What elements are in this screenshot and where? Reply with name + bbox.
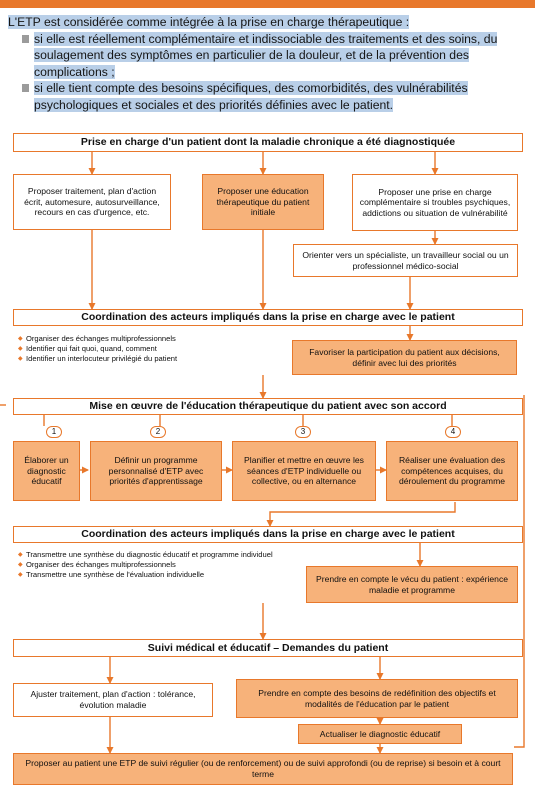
- step-number-4: 4: [445, 426, 461, 438]
- header-mise-en-oeuvre: Mise en œuvre de l'éducation thérapeutique du patient avec son accord: [13, 398, 523, 415]
- list-item: ◆ Organiser des échanges multiprofessionnels: [18, 334, 268, 344]
- box-proposer-etp-suivi: Proposer au patient une ETP de suivi régulier (ou de renforcement) ou de suivi approfondi (ou de reprise) si besoin et à court terme: [13, 753, 513, 785]
- box-actualiser-diagnostic: Actualiser le diagnostic éducatif: [298, 724, 462, 744]
- step-number-3: 3: [295, 426, 311, 438]
- step-box-4: Réaliser une évaluation des compétences acquises, du déroulement du programme: [386, 441, 518, 501]
- header-coordination-2: Coordination des acteurs impliqués dans la prise en charge avec le patient: [13, 526, 523, 543]
- list-item: ◆ Organiser des échanges multiprofessionnels: [18, 560, 293, 570]
- header-coordination-1: Coordination des acteurs impliqués dans la prise en charge avec le patient: [13, 309, 523, 326]
- step-number-1: 1: [46, 426, 62, 438]
- step-number-2: 2: [150, 426, 166, 438]
- intro-bullet: si elle tient compte des besoins spécifiques, des comorbidités, des vulnérabilités psychologiques et sociales et des priorités définies avec le patient.: [22, 80, 528, 113]
- box-favoriser-participation: Favoriser la participation du patient aux décisions, définir avec lui des priorités: [292, 340, 517, 375]
- box-redefinition-objectifs: Prendre en compte des besoins de redéfinition des objectifs et modalités de l'éducation par le patient: [236, 679, 518, 718]
- list-item: ◆ Transmettre une synthèse du diagnostic éducatif et programme individuel: [18, 550, 293, 560]
- coordination-list-2: [18, 550, 293, 600]
- step-box-1: Élaborer un diagnostic éducatif: [13, 441, 80, 501]
- step-box-3: Planifier et mettre en œuvre les séances d'ETP individuelle ou collective, ou en alternance: [232, 441, 376, 501]
- box-prise-en-charge-complementaire: Proposer une prise en charge complémentaire si troubles psychiques, addictions ou situation de vulnérabilité: [352, 174, 518, 231]
- box-proposer-etp-initiale: Proposer une éducation thérapeutique du patient initiale: [202, 174, 324, 230]
- box-orienter-specialiste: Orienter vers un spécialiste, un travailleur social ou un professionnel médico-social: [293, 244, 518, 277]
- coordination-list-1: [18, 334, 268, 370]
- box-prendre-en-compte-vecu: Prendre en compte le vécu du patient : expérience maladie et programme: [306, 566, 518, 603]
- list-item: ◆ Identifier un interlocuteur privilégié du patient: [18, 354, 268, 364]
- list-item: ◆ Identifier qui fait quoi, quand, comment: [18, 344, 268, 354]
- list-item: ◆ Transmettre une synthèse de l'évaluation individuelle: [18, 570, 293, 580]
- step-box-2: Définir un programme personnalisé d'ETP avec priorités d'apprentissage: [90, 441, 222, 501]
- header-suivi-medical: Suivi médical et éducatif – Demandes du patient: [13, 639, 523, 657]
- header-prise-en-charge: Prise en charge d'un patient dont la maladie chronique a été diagnostiquée: [13, 133, 523, 152]
- intro-line1: L'ETP est considérée comme intégrée à la prise en charge thérapeutique :: [8, 15, 410, 29]
- box-proposer-traitement: Proposer traitement, plan d'action écrit, automesure, autosurveillance, recours en cas d'urgence, etc.: [13, 174, 171, 230]
- intro-bullet: si elle est réellement complémentaire et indissociable des traitements et des soins, du soulagement des symptômes en particulier de la douleur, et de la prévention des complications ;: [22, 31, 528, 81]
- box-ajuster-traitement: Ajuster traitement, plan d'action : tolérance, évolution maladie: [13, 683, 213, 717]
